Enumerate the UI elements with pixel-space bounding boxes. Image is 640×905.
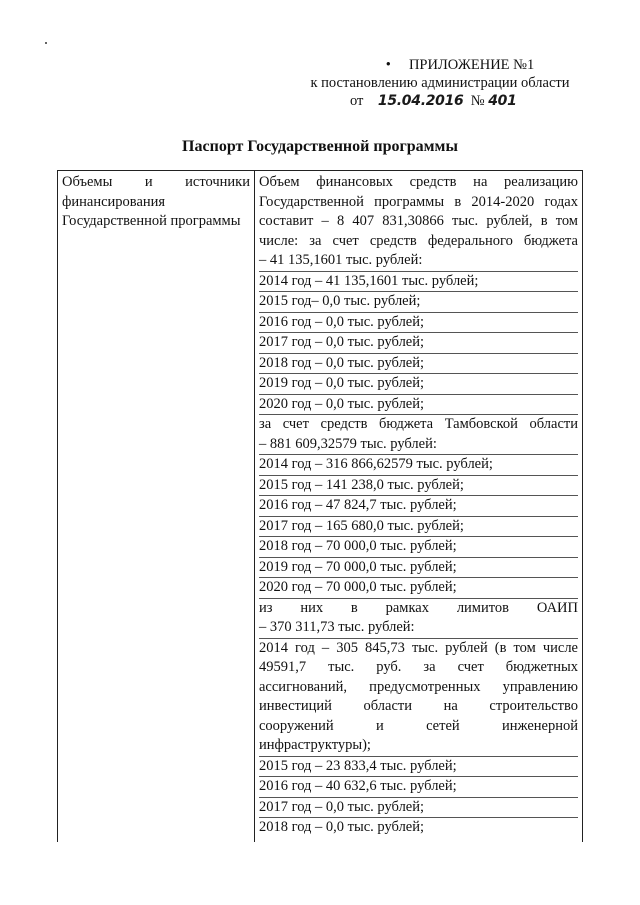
- paragraph-line: составит – 8 407 831,30866 тыс. рублей, в том: [259, 213, 578, 229]
- list-item: 2018 год – 70 000,0 тыс. рублей;: [259, 537, 578, 558]
- list-item: 2014 год – 316 866,62579 тыс. рублей;: [259, 455, 578, 476]
- paragraph-line: 49591,7 тыс. руб. за счет бюджетных: [259, 659, 578, 675]
- appendix-header: [280, 56, 600, 110]
- list-item: 2015 год– 0,0 тыс. рублей;: [259, 292, 578, 313]
- passport-table: [57, 170, 583, 842]
- left-word: Объемы: [62, 174, 113, 190]
- paragraph-line: Объем финансовых средств на реализацию: [259, 174, 578, 190]
- paragraph-line: – 370 311,73 тыс. рублей:: [259, 618, 578, 639]
- number-label: №: [470, 93, 485, 109]
- paragraph-line: числе: за счет средств федерального бюджета: [259, 232, 578, 249]
- paragraph-line: ассигнований, предусмотренных управлению: [259, 678, 578, 695]
- list-item: 2015 год – 23 833,4 тыс. рублей;: [259, 757, 578, 778]
- paragraph-line: – 881 609,32579 тыс. рублей:: [259, 435, 578, 456]
- paragraph-line: – 41 135,1601 тыс. рублей:: [259, 251, 578, 272]
- paragraph-line: инфраструктуры);: [259, 736, 578, 757]
- list-item: 2016 год – 47 824,7 тыс. рублей;: [259, 496, 578, 517]
- paragraph-line: 2014 год – 305 845,73 тыс. рублей (в том числе: [259, 639, 578, 656]
- table-row: [58, 171, 583, 842]
- list-item: 2017 год – 165 680,0 тыс. рублей;: [259, 517, 578, 538]
- list-item: 2017 год – 0,0 тыс. рублей;: [259, 798, 578, 819]
- appendix-label: ПРИЛОЖЕНИЕ №1: [408, 57, 535, 73]
- paragraph-line: инвестиций области на строительство: [259, 698, 578, 714]
- left-word: источники: [185, 174, 250, 190]
- list-item: 2020 год – 70 000,0 тыс. рублей;: [259, 578, 578, 599]
- scan-speck: [45, 42, 47, 44]
- left-cell-line: Государственной программы: [62, 213, 241, 229]
- paragraph-line: из них в рамках лимитов ОАИП: [259, 599, 578, 616]
- from-label: от: [350, 93, 364, 109]
- bullet-marker: •: [385, 57, 391, 73]
- list-item: 2015 год – 141 238,0 тыс. рублей;: [259, 476, 578, 497]
- left-cell: [58, 171, 255, 842]
- left-cell-line: [62, 173, 250, 193]
- list-item: 2017 год – 0,0 тыс. рублей;: [259, 333, 578, 354]
- list-item: 2018 год – 0,0 тыс. рублей;: [259, 819, 425, 835]
- resolution-label: к постановлению администрации области: [310, 75, 570, 91]
- list-item: 2016 год – 0,0 тыс. рублей;: [259, 313, 578, 334]
- handwritten-date: 15.04.2016: [377, 93, 464, 109]
- paragraph-line: за счет средств бюджета Тамбовской области: [259, 416, 578, 432]
- left-cell-line: финансирования: [62, 193, 166, 210]
- paragraph-line: сооружений и сетей инженерной: [259, 717, 578, 734]
- handwritten-number: 401: [488, 93, 517, 109]
- list-item: 2018 год – 0,0 тыс. рублей;: [259, 354, 578, 375]
- document-title: Паспорт Государственной программы: [182, 138, 458, 155]
- list-item: 2014 год – 41 135,1601 тыс. рублей;: [259, 272, 578, 293]
- list-item: 2019 год – 0,0 тыс. рублей;: [259, 374, 578, 395]
- list-item: 2020 год – 0,0 тыс. рублей;: [259, 395, 578, 416]
- right-cell: [255, 171, 583, 842]
- list-item: 2019 год – 70 000,0 тыс. рублей;: [259, 558, 578, 579]
- list-item: 2016 год – 40 632,6 тыс. рублей;: [259, 777, 578, 798]
- left-word: и: [144, 174, 153, 190]
- paragraph-line: Государственной программы в 2014-2020 годах: [259, 193, 578, 210]
